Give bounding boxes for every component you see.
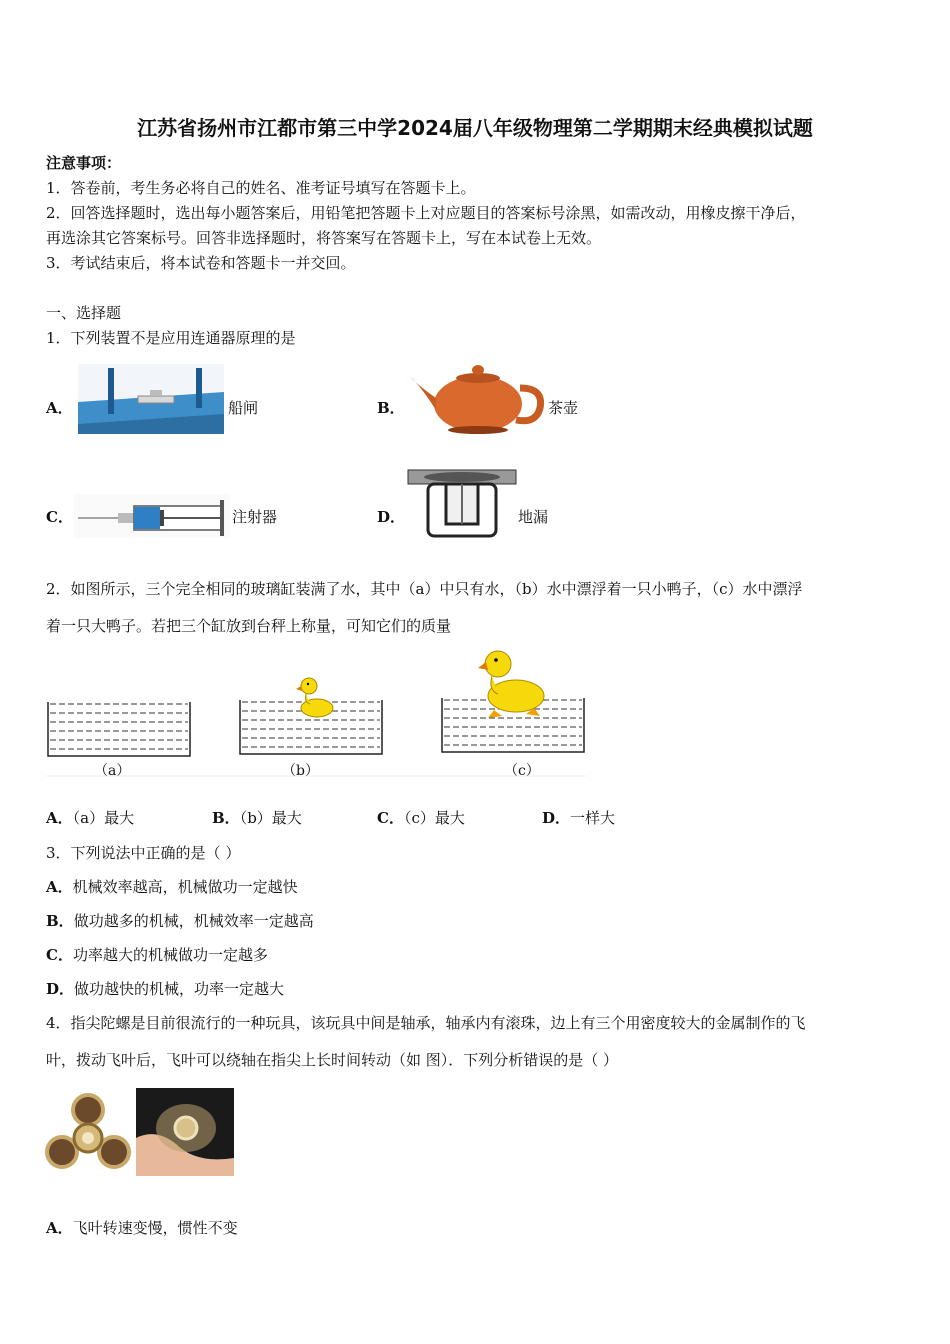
q1-option-c-letter: C． bbox=[46, 508, 73, 526]
q1-option-a-label: 船闸 bbox=[228, 399, 259, 417]
q2-option-b bbox=[212, 807, 302, 828]
small-duck bbox=[296, 678, 333, 717]
teapot-image bbox=[408, 354, 548, 436]
tank-a-label: （a） bbox=[94, 763, 131, 779]
option-text: 功率越大的机械做功一定越多 bbox=[72, 946, 268, 964]
q4-option-a bbox=[46, 1217, 238, 1238]
option-letter: B． bbox=[46, 912, 74, 930]
option-letter: A． bbox=[46, 1219, 73, 1237]
option-letter: C． bbox=[377, 809, 404, 827]
option-letter: A． bbox=[46, 809, 73, 827]
option-text: 飞叶转速变慢，惯性不变 bbox=[72, 1219, 238, 1237]
ship-lock-image bbox=[78, 364, 224, 434]
option-letter: D． bbox=[46, 980, 75, 998]
q4-stem-line1: 4．指尖陀螺是目前很流行的一种玩具，该玩具中间是轴承，轴承内有滚珠，边上有三个用密度较大的金属制作的飞 bbox=[46, 1014, 806, 1032]
q3-option-b bbox=[46, 910, 314, 931]
q4-stem-line2: 叶，拨动飞叶后，飞叶可以绕轴在指尖上长时间转动（如 图）．下列分析错误的是（ ） bbox=[46, 1051, 619, 1069]
q2-option-a bbox=[46, 807, 134, 828]
option-letter: A． bbox=[46, 878, 73, 896]
option-letter: C． bbox=[46, 946, 73, 964]
q3-option-a bbox=[46, 876, 298, 897]
option-text: 做功越快的机械，功率一定越大 bbox=[74, 980, 285, 998]
q3-stem: 3．下列说法中正确的是（ ） bbox=[46, 844, 241, 862]
q3-option-d bbox=[46, 978, 284, 999]
q1-option-d-letter: D． bbox=[377, 508, 406, 526]
big-duck bbox=[478, 651, 544, 718]
section-heading: 一、选择题 bbox=[46, 304, 122, 322]
tanks-figure bbox=[46, 646, 588, 778]
q3-option-c bbox=[46, 944, 268, 965]
fidget-spinner-image bbox=[46, 1094, 130, 1174]
notice-item: 3．考试结束后，将本试卷和答题卡一并交回。 bbox=[46, 254, 356, 272]
spinning-fidget-photo bbox=[136, 1088, 234, 1176]
q2-option-c bbox=[377, 807, 465, 828]
option-text: 机械效率越高，机械做功一定越快 bbox=[72, 878, 298, 896]
tank-c-label: （c） bbox=[504, 763, 540, 779]
option-text: （a）最大 bbox=[72, 809, 135, 827]
q2-option-d bbox=[542, 807, 615, 828]
option-text: 做功越多的机械，机械效率一定越高 bbox=[73, 912, 314, 930]
q1-option-a-letter: A． bbox=[46, 399, 73, 417]
q1-stem: 1．下列装置不是应用连通器原理的是 bbox=[46, 329, 296, 347]
notice-item: 1．答卷前，考生务必将自己的姓名、准考证号填写在答题卡上。 bbox=[46, 179, 476, 197]
q2-stem-line2: 着一只大鸭子。若把三个缸放到台秤上称量，可知它们的质量 bbox=[46, 617, 452, 635]
tank-b bbox=[240, 678, 382, 754]
option-text: （c）最大 bbox=[403, 809, 465, 827]
q1-option-c-label: 注射器 bbox=[232, 508, 278, 526]
notice-item: 2．回答选择题时，选出每小题答案后，用铅笔把答题卡上对应题目的答案标号涂黑，如需改动，用橡皮擦干净后， bbox=[46, 204, 806, 222]
tank-b-label: （b） bbox=[282, 763, 319, 779]
option-text: 一样大 bbox=[570, 809, 616, 827]
option-letter: D． bbox=[542, 809, 571, 827]
notice-item: 再选涂其它答案标号。回答非选择题时，将答案写在答题卡上，写在本试卷上无效。 bbox=[46, 229, 602, 247]
syringe-image bbox=[74, 494, 230, 538]
tank-c bbox=[442, 651, 584, 752]
page-title: 江苏省扬州市江都市第三中学2024届八年级物理第二学期期末经典模拟试题 bbox=[137, 116, 813, 140]
q1-option-d-label: 地漏 bbox=[518, 508, 549, 526]
q1-option-b-letter: B． bbox=[377, 399, 405, 417]
option-letter: B． bbox=[212, 809, 240, 827]
q2-stem-line1: 2．如图所示，三个完全相同的玻璃缸装满了水，其中（a）中只有水，（b）水中漂浮着一只小鸭子，（c）水中漂浮 bbox=[46, 580, 803, 598]
q1-option-b-label: 茶壶 bbox=[548, 399, 579, 417]
floor-drain-image bbox=[408, 470, 516, 540]
option-text: （b）最大 bbox=[239, 809, 302, 827]
tank-a bbox=[48, 702, 190, 756]
notice-heading: 注意事项： bbox=[46, 154, 122, 172]
